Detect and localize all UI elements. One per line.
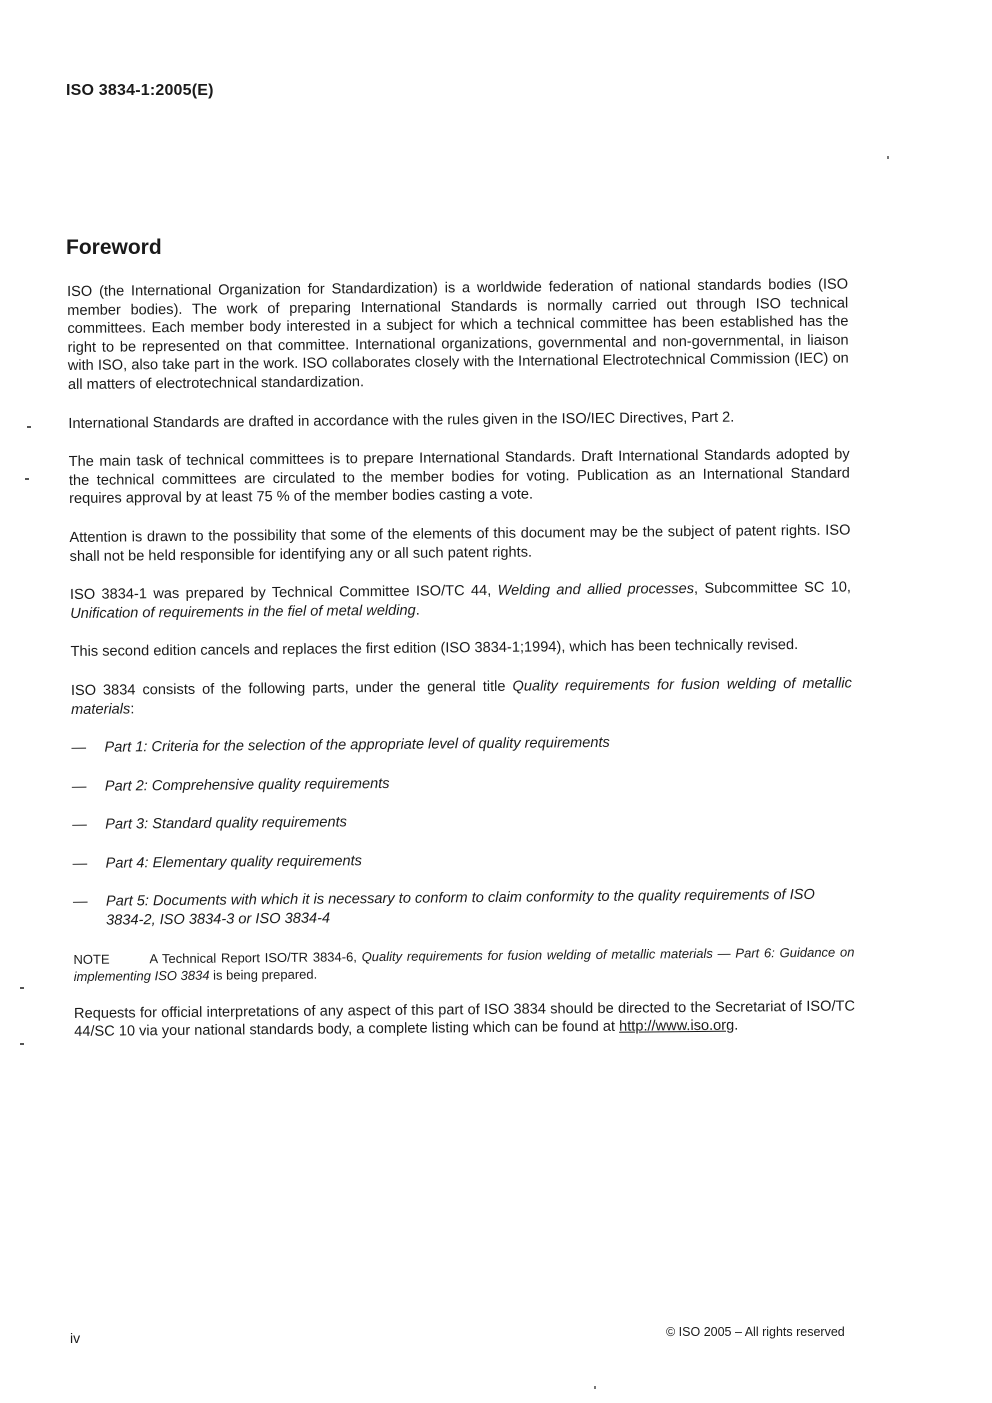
subcommittee-title: Unification of requirements in the fiel of metal welding: [70, 602, 416, 622]
scan-speck: [594, 1386, 596, 1389]
dash-marker: —: [72, 817, 87, 834]
note-text-end: is being prepared.: [209, 966, 318, 983]
paragraph-edition: This second edition cancels and replaces the first edition (ISO 3834-1;1994), which has been technically revised.: [70, 637, 799, 661]
period: .: [734, 1017, 739, 1034]
note-label: NOTE: [73, 951, 110, 967]
interpretations-text: Requests for official interpretations of any aspect of this part of ISO 3834 should be directed to the Secretariat of ISO/TC 44/SC 10 via your national standards body, a complete listing which can be found at: [73, 998, 856, 1041]
margin-mark: [20, 987, 24, 989]
dash-marker: —: [71, 778, 87, 795]
paragraph-committees-task: The main task of technical committees is to prepare International Standards. Draft International Standards adopted by the technical committees are circulated to the member bodies for voting. Publication as an International Standard requires approval by at least 75 % of the member bodies casting a vote.: [68, 446, 850, 508]
paragraph-iso-intro: ISO (the International Organization for Standardization) is a worldwide federation of national standards bodies (ISO member bodies). The work of preparing International Standards is normally carried out through ISO technical committees. Each member body interested in a subject for which a technical committee has been established has the right to be represented on that committee. International organizations, governmental and non-governmental, in liaison with ISO, also take part in the work. ISO collaborates closely with the International Electrotechnical Commission (IEC) on all matters of electrotechnical standardization.: [67, 276, 849, 393]
part-text: Part 3: Standard quality requirements: [105, 814, 348, 833]
part-text: Part 1: Criteria for the selection of the appropriate level of quality requirements: [104, 734, 610, 756]
foreword-body: [67, 276, 855, 1062]
dash-marker: —: [72, 855, 88, 872]
colon: :: [130, 700, 135, 717]
iso-website-link[interactable]: http://www.iso.org: [618, 1017, 735, 1035]
subcommittee-text: , Subcommittee SC 10,: [693, 579, 852, 598]
note-report-title: Quality requirements for fusion welding of metallic materials — Part 6: Guidance on implementing ISO 3834: [73, 944, 855, 984]
general-title: Quality requirements for fusion welding of metallic materials: [71, 675, 852, 718]
part-text: Part 2: Comprehensive quality requirements: [104, 775, 390, 795]
parts-list: [71, 732, 854, 931]
document-id: ISO 3834-1:2005(E): [66, 82, 214, 99]
margin-mark: [27, 426, 31, 428]
note-text: A Technical Report ISO/TR 3834-6,: [149, 948, 362, 966]
part-text: Part 4: Elementary quality requirements: [105, 853, 362, 872]
dash-marker: —: [72, 894, 88, 911]
prepared-by-text: ISO 3834-1 was prepared by Technical Committee ISO/TC 44,: [69, 583, 498, 604]
margin-mark: [25, 478, 29, 480]
committee-title: Welding and allied processes: [497, 581, 695, 600]
paragraph-directives: International Standards are drafted in accordance with the rules given in the ISO/IEC Directives, Part 2.: [68, 409, 735, 432]
page-number: iv: [70, 1330, 81, 1346]
parts-intro-text: ISO 3834 consists of the following parts, under the general title: [70, 678, 513, 699]
copyright-notice: © ISO 2005 – All rights reserved: [666, 1325, 845, 1339]
scan-speck: [887, 156, 889, 159]
list-item: [71, 732, 852, 758]
list-item: [72, 770, 853, 796]
list-item: [73, 886, 854, 931]
list-item: [72, 847, 853, 873]
part-text: Part 5: Documents with which it is necessary to conform to claim conformity to the quality requirements of ISO 3834-2, ISO 3834-3 or ISO 3834-4: [105, 887, 815, 929]
period: .: [415, 602, 420, 619]
paragraph-prepared-by: [70, 579, 851, 624]
note-paragraph: [73, 943, 854, 984]
section-title: Foreword: [66, 236, 162, 259]
paragraph-patent-rights: Attention is drawn to the possibility that some of the elements of this document may be the subject of patent rights. ISO shall not be held responsible for identifying any or all such patent rights.: [69, 522, 851, 565]
dash-marker: —: [71, 739, 87, 757]
list-item: [72, 809, 853, 835]
paragraph-parts-intro: [71, 674, 852, 719]
paragraph-interpretations: [74, 997, 855, 1042]
margin-mark: [20, 1043, 24, 1045]
